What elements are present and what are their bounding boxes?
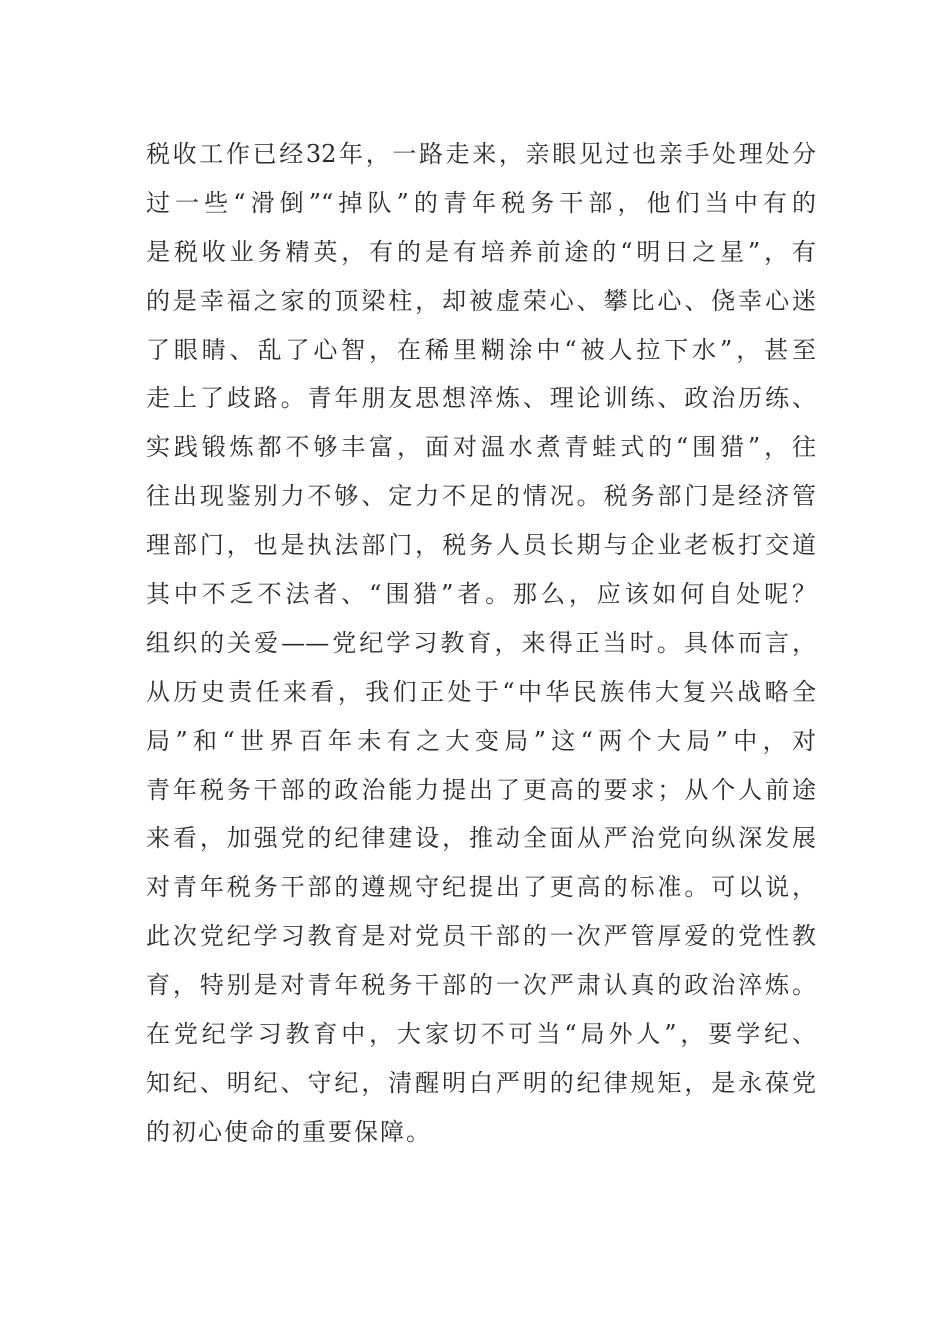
text-line: 从历史责任来看，我们正处于“中华民族伟大复兴战略全 <box>146 677 816 706</box>
text-line: 的是幸福之家的顶梁柱，却被虚荣心、攀比心、侥幸心迷 <box>146 286 816 315</box>
text-line: 实践锻炼都不够丰富，面对温水煮青蛙式的“围猎”，往 <box>146 433 816 462</box>
text-line: 在党纪学习教育中，大家切不可当“局外人”，要学纪、 <box>146 1020 816 1049</box>
text-line: 来看，加强党的纪律建设，推动全面从严治党向纵深发展 <box>146 824 816 853</box>
text-line: 局”和“世界百年未有之大变局”这“两个大局”中，对 <box>146 726 816 755</box>
text-line: 此次党纪学习教育是对党员干部的一次严管厚爱的党性教 <box>146 922 816 951</box>
body-text <box>146 130 816 1157</box>
text-line: 过一些“滑倒”“掉队”的青年税务干部，他们当中有的 <box>146 188 816 217</box>
text-line: 育，特别是对青年税务干部的一次严肃认真的政治淬炼。 <box>146 971 816 1000</box>
text-line: 是税收业务精英，有的是有培养前途的“明日之星”，有 <box>146 237 816 266</box>
text-line: 往出现鉴别力不够、定力不足的情况。税务部门是经济管 <box>146 482 816 511</box>
text-line: 理部门，也是执法部门，税务人员长期与企业老板打交道 <box>146 531 816 560</box>
text-line: 的初心使命的重要保障。 <box>146 1117 432 1146</box>
text-line: 了眼睛、乱了心智，在稀里糊涂中“被人拉下水”，甚至 <box>146 335 816 364</box>
text-line: 知纪、明纪、守纪，清醒明白严明的纪律规矩，是永葆党 <box>146 1068 816 1097</box>
text-line: 走上了歧路。青年朋友思想淬炼、理论训练、政治历练、 <box>146 384 816 413</box>
text-line: 组织的关爱——党纪学习教育，来得正当时。具体而言， <box>146 628 816 657</box>
text-line: 其中不乏不法者、“围猎”者。那么，应该如何自处呢？ <box>146 580 816 609</box>
text-line: 青年税务干部的政治能力提出了更高的要求；从个人前途 <box>146 775 816 804</box>
text-line: 税收工作已经32年，一路走来，亲眼见过也亲手处理处分 <box>146 140 816 168</box>
text-line: 对青年税务干部的遵规守纪提出了更高的标准。可以说， <box>146 873 816 902</box>
